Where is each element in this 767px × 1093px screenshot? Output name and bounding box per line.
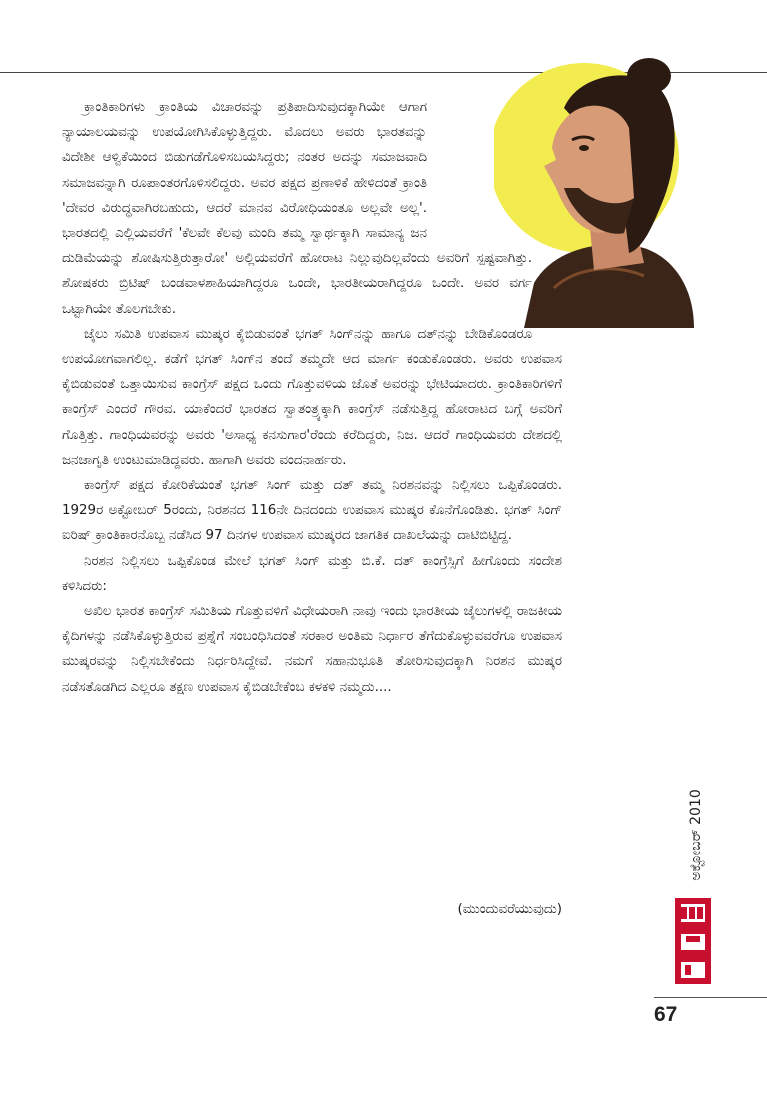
issue-date-text: ಅಕ್ಟೋಬರ್ 2010 [688, 789, 704, 881]
paragraph-4: ನಿರಶನ ನಿಲ್ಲಿಸಲು ಒಪ್ಪಿಕೊಂಡ ಮೇಲೆ ಭಗತ್ ಸಿಂಗ್ ಮತ್ತು ಬಿ.ಕೆ. ದತ್ ಕಾಂಗ್ರೆಸ್ಸಿಗೆ ಹೀಗೊಂದು ಸಂದೇಶ ಕಳಿಸಿದರು: [62, 553, 562, 594]
page-number: 67 [654, 1003, 678, 1026]
float-spacer [427, 95, 562, 245]
paragraph-3: ಕಾಂಗ್ರೆಸ್ ಪಕ್ಷದ ಕೋರಿಕೆಯಂತೆ ಭಗತ್ ಸಿಂಗ್ ಮತ್ತು ದತ್ ತಮ್ಮ ನಿರಶನವನ್ನು ನಿಲ್ಲಿಸಲು ಒಪ್ಪಿಕೊಂಡರು. 1929ರ ಅಕ್ಟೋಬರ್ 5ರಂದು, ನಿರಶನದ 116ನೇ ದಿನದಂದು ಉಪವಾಸ ಮುಷ್ಕರ ಕೊನೆಗೊಂಡಿತು. ಭಗತ್ ಸಿಂಗ್ ಐರಿಷ್ ಕ್ರಾಂತಿಕಾರನೊಬ್ಬ ನಡೆಸಿದ 97 ದಿನಗಳ ಉಪವಾಸ ಮುಷ್ಕರದ ಜಾಗತಿಕ ದಾಖಲೆಯನ್ನು ದಾಟಿಬಿಟ್ಟಿದ್ದ. [62, 478, 562, 544]
bottom-rule [654, 997, 767, 998]
paragraph-2: ಜೈಲು ಸಮಿತಿ ಉಪವಾಸ ಮುಷ್ಕರ ಕೈಬಿಡುವಂತೆ ಭಗತ್ ಸಿಂಗ್‌ನನ್ನು ಹಾಗೂ ದತ್‌ನನ್ನು ಬೇಡಿಕೊಂಡರೂ ಉಪಯೋಗವಾಗಲಿಲ್ಲ. ಕಡೆಗೆ ಭಗತ್ ಸಿಂಗ್‌ನ ತಂದೆ ತಮ್ಮದೇ ಆದ ಮಾರ್ಗ ಕಂಡುಕೊಂಡರು. ಅವರು ಉಪವಾಸ ಕೈಬಿಡುವಂತೆ ಒತ್ತಾಯಿಸುವ ಕಾಂಗ್ರೆಸ್ ಪಕ್ಷದ ಒಂದು ಗೊತ್ತುವಳಿಯ ಜೊತೆ ಅವರನ್ನು ಭೇಟಿಯಾದರು. ಕ್ರಾಂತಿಕಾರಿಗಳಿಗೆ ಕಾಂಗ್ರೆಸ್ ಎಂದರೆ ಗೌರವ. ಯಾಕೆಂದರೆ ಭಾರತದ ಸ್ವಾತಂತ್ರ್ಯಕ್ಕಾಗಿ ಕಾಂಗ್ರೆಸ್ ನಡೆಸುತ್ತಿದ್ದ ಹೋರಾಟದ ಬಗ್ಗೆ ಅವರಿಗೆ ಗೊತ್ತಿತ್ತು. ಗಾಂಧಿಯವರನ್ನು ಅವರು 'ಅಸಾಧ್ಯ ಕನಸುಗಾರ'ರೆಂದು ಕರೆದಿದ್ದರು, ನಿಜ. ಆದರೆ ಗಾಂಧಿಯವರು ದೇಶದಲ್ಲಿ ಜನಜಾಗೃತಿ ಉಂಟುಮಾಡಿದ್ದವರು. ಹಾಗಾಗಿ ಅವರು ವಂದನಾರ್ಹರು. [62, 326, 562, 468]
paragraph-5: ಅಖಿಲ ಭಾರತ ಕಾಂಗ್ರೆಸ್ ಸಮಿತಿಯ ಗೊತ್ತುವಳಿಗೆ ವಿಧೇಯರಾಗಿ ನಾವು ಇಂದು ಭಾರತೀಯ ಜೈಲುಗಳಲ್ಲಿ ರಾಜಕೀಯ ಕೈದಿಗಳನ್ನು ನಡೆಸಿಕೊಳ್ಳುತ್ತಿರುವ ಪ್ರಶ್ನೆಗೆ ಸಂಬಂಧಿಸಿದಂತೆ ಸರಕಾರ ಅಂತಿಮ ನಿರ್ಧಾರ ತೆಗೆದುಕೊಳ್ಳುವವರೆಗೂ ಉಪವಾಸ ಮುಷ್ಕರವನ್ನು ನಿಲ್ಲಿಸಬೇಕೆಂದು ನಿರ್ಧರಿಸಿದ್ದೇವೆ. ನಮಗೆ ಸಹಾನುಭೂತಿ ತೋರಿಸುವುದಕ್ಕಾಗಿ ನಿರಶನ ಮುಷ್ಕರ ನಡೆಸತೊಡಗಿದ ಎಲ್ಲರೂ ತಕ್ಷಣ ಉಪವಾಸ ಕೈಬಿಡಬೇಕೆಂಬ ಕಳಕಳಿ ನಮ್ಮದು.... [62, 604, 562, 695]
paragraph-1: ಕ್ರಾಂತಿಕಾರಿಗಳು ಕ್ರಾಂತಿಯ ವಿಚಾರವನ್ನು ಪ್ರತಿಪಾದಿಸುವುದಕ್ಕಾಗಿಯೇ ಆಗಾಗ ನ್ಯಾಯಾಲಯವನ್ನು ಉಪಯೋಗಿಸಿಕೊಳ್ಳುತ್ತಿದ್ದರು. ಮೊದಲು ಅವರು ಭಾರತವನ್ನು ವಿದೇಶೀ ಆಳ್ವಿಕೆಯಿಂದ ಬಿಡುಗಡೆಗೊಳಿಸಬಯಸಿದ್ದರು; ನಂತರ ಅದನ್ನು ಸಮಾಜವಾದಿ ಸಮಾಜವನ್ನಾಗಿ ರೂಪಾಂತರಗೊಳಿಸಲಿದ್ದರು. ಅವರ ಪಕ್ಷದ ಪ್ರಣಾಳಿಕೆ ಹೇಳಿದಂತೆ ಕ್ರಾಂತಿ 'ದೇವರ ವಿರುದ್ಧವಾಗಿರಬಹುದು, ಆದರೆ ಮಾನವ ವಿರೋಧಿಯಂತೂ ಅಲ್ಲವೇ ಅಲ್ಲ'. ಭಾರತದಲ್ಲಿ ಎಲ್ಲಿಯವರೆಗೆ 'ಕೆಲವೇ ಕೆಲವು ಮಂದಿ ತಮ್ಮ ಸ್ವಾರ್ಥಕ್ಕಾಗಿ ಸಾಮಾನ್ಯ ಜನ ದುಡಿಮೆಯನ್ನು ಶೋಷಿಸುತ್ತಿರುತ್ತಾರೋ' ಅಲ್ಲಿಯವರೆಗೆ ಹೋರಾಟ ನಿಲ್ಲುವುದಿಲ್ಲವೆಂದು ಅವರಿಗೆ ಸ್ಪಷ್ಟವಾಗಿತ್ತು. ಶೋಷಕರು ಬ್ರಿಟಿಷ್ ಬಂಡವಾಳಶಾಹಿಯಾಗಿದ್ದರೂ ಒಂದೇ, ಭಾರತೀಯರಾಗಿದ್ದರೂ ಒಂದೇ. ಅವರ ವರ್ಗ ಒಟ್ಟಾಗಿಯೇ ತೊಲಗಬೇಕು. [62, 100, 532, 317]
hair-bun [627, 58, 671, 94]
float-spacer-2 [532, 245, 562, 345]
magazine-logo [664, 895, 722, 987]
issue-date [676, 780, 716, 890]
continued-label: (ಮುಂದುವರೆಯುವುದು) [457, 902, 562, 917]
article-body [62, 95, 562, 700]
